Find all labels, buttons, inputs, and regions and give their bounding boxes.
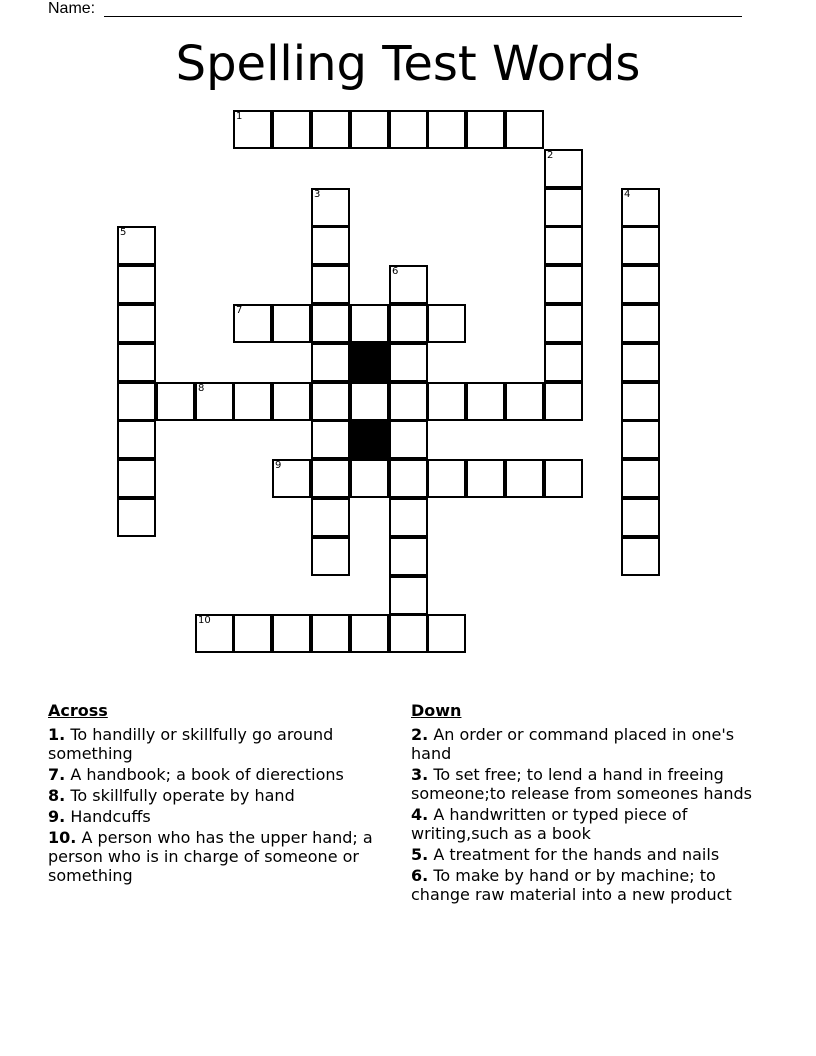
grid-cell[interactable]	[389, 265, 428, 304]
grid-cell[interactable]	[621, 420, 660, 459]
across-clue	[48, 807, 403, 826]
grid-cell[interactable]	[117, 226, 156, 265]
grid-cell[interactable]	[156, 382, 195, 421]
grid-cell[interactable]	[505, 110, 544, 149]
clue-number: 8	[198, 383, 205, 394]
grid-cell[interactable]	[311, 537, 350, 576]
clue-text: To handilly or skillfully go around something	[48, 725, 334, 763]
grid-cell[interactable]	[427, 110, 466, 149]
grid-cell[interactable]	[311, 304, 350, 343]
down-clue-list	[411, 725, 771, 904]
grid-cell[interactable]	[544, 188, 583, 227]
down-clue	[411, 805, 771, 843]
across-clue	[48, 786, 403, 805]
grid-cell[interactable]	[621, 265, 660, 304]
clue-num: 6.	[411, 866, 429, 885]
grid-cell[interactable]	[466, 382, 505, 421]
grid-cell[interactable]	[350, 382, 389, 421]
down-clue	[411, 765, 771, 803]
across-clue-list	[48, 725, 403, 885]
grid-cell[interactable]	[621, 188, 660, 227]
grid-cell[interactable]	[272, 614, 311, 653]
grid-cell[interactable]	[350, 304, 389, 343]
clue-number: 3	[314, 189, 321, 200]
grid-cell[interactable]	[544, 265, 583, 304]
grid-cell[interactable]	[621, 343, 660, 382]
down-heading: Down	[411, 701, 462, 720]
down-clue	[411, 845, 771, 864]
grid-cell[interactable]	[117, 265, 156, 304]
grid-cell[interactable]	[233, 614, 272, 653]
clue-num: 4.	[411, 805, 429, 824]
across-heading: Across	[48, 701, 108, 720]
clue-text: A person who has the upper hand; a person who is in charge of someone or something	[48, 828, 373, 885]
grid-cell[interactable]	[466, 459, 505, 498]
grid-cell[interactable]	[427, 304, 466, 343]
grid-cell[interactable]	[505, 382, 544, 421]
across-clue	[48, 725, 403, 763]
down-clues	[411, 701, 771, 906]
name-label: Name:	[48, 0, 96, 17]
grid-cell[interactable]	[505, 459, 544, 498]
grid-cell[interactable]	[195, 382, 234, 421]
clue-text: A handwritten or typed piece of writing,such as a book	[411, 805, 688, 843]
across-clue	[48, 765, 403, 784]
across-clues	[48, 701, 403, 887]
grid-cell[interactable]	[272, 459, 311, 498]
grid-cell[interactable]	[621, 537, 660, 576]
grid-cell[interactable]	[117, 498, 156, 537]
grid-cell[interactable]	[311, 382, 350, 421]
clue-num: 9.	[48, 807, 66, 826]
grid-cell[interactable]	[544, 459, 583, 498]
grid-cell[interactable]	[195, 614, 234, 653]
clue-num: 5.	[411, 845, 429, 864]
grid-cell[interactable]	[117, 304, 156, 343]
down-clue	[411, 866, 771, 904]
grid-cell[interactable]	[117, 420, 156, 459]
grid-cell[interactable]	[117, 459, 156, 498]
clue-text: To make by hand or by machine; to change raw material into a new product	[411, 866, 732, 904]
grid-cell[interactable]	[389, 382, 428, 421]
clue-text: An order or command placed in one's hand	[411, 725, 735, 763]
clue-number: 9	[275, 460, 282, 471]
clue-num: 8.	[48, 786, 66, 805]
grid-cell[interactable]	[311, 498, 350, 537]
clue-number: 2	[547, 150, 554, 161]
grid-cell[interactable]	[544, 226, 583, 265]
black-square	[350, 343, 389, 382]
grid-cell[interactable]	[311, 420, 350, 459]
clue-num: 2.	[411, 725, 429, 744]
grid-cell[interactable]	[621, 304, 660, 343]
grid-cell[interactable]	[389, 343, 428, 382]
clue-number: 10	[198, 615, 211, 626]
grid-cell[interactable]	[544, 304, 583, 343]
grid-cell[interactable]	[389, 110, 428, 149]
grid-cell[interactable]	[389, 498, 428, 537]
clue-text: A treatment for the hands and nails	[433, 845, 720, 864]
clue-text: Handcuffs	[70, 807, 151, 826]
grid-cell[interactable]	[233, 110, 272, 149]
grid-cell[interactable]	[389, 537, 428, 576]
grid-cell[interactable]	[311, 614, 350, 653]
grid-cell[interactable]	[389, 304, 428, 343]
grid-cell[interactable]	[389, 614, 428, 653]
grid-cell[interactable]	[350, 614, 389, 653]
clue-number: 7	[236, 305, 243, 316]
clue-text: A handbook; a book of dierections	[70, 765, 344, 784]
grid-cell[interactable]	[311, 110, 350, 149]
grid-cell[interactable]	[427, 614, 466, 653]
grid-cell[interactable]	[544, 382, 583, 421]
clue-number: 1	[236, 111, 243, 122]
grid-cell[interactable]	[621, 226, 660, 265]
clue-number: 5	[120, 227, 127, 238]
clue-number: 4	[624, 189, 631, 200]
clue-num: 3.	[411, 765, 429, 784]
grid-cell[interactable]	[272, 304, 311, 343]
grid-cell[interactable]	[389, 576, 428, 615]
grid-cell[interactable]	[272, 110, 311, 149]
grid-cell[interactable]	[621, 459, 660, 498]
clue-number: 6	[392, 266, 399, 277]
clue-text: To set free; to lend a hand in freeing someone;to release from someones hands	[411, 765, 752, 803]
grid-cell[interactable]	[389, 459, 428, 498]
across-clue	[48, 828, 403, 885]
grid-cell[interactable]	[389, 420, 428, 459]
grid-cell[interactable]	[311, 265, 350, 304]
page-title: Spelling Test Words	[175, 36, 641, 92]
grid-cell[interactable]	[621, 498, 660, 537]
grid-cell[interactable]	[233, 382, 272, 421]
grid-cell[interactable]	[117, 343, 156, 382]
black-square	[350, 420, 389, 459]
grid-cell[interactable]	[466, 110, 505, 149]
down-clue	[411, 725, 771, 763]
grid-cell[interactable]	[427, 459, 466, 498]
grid-cell[interactable]	[311, 226, 350, 265]
grid-cell[interactable]	[350, 110, 389, 149]
grid-cell[interactable]	[117, 382, 156, 421]
clue-num: 10.	[48, 828, 77, 847]
grid-cell[interactable]	[272, 382, 311, 421]
grid-cell[interactable]	[350, 459, 389, 498]
clue-num: 7.	[48, 765, 66, 784]
clue-text: To skillfully operate by hand	[70, 786, 295, 805]
clue-num: 1.	[48, 725, 66, 744]
grid-cell[interactable]	[311, 343, 350, 382]
grid-cell[interactable]	[621, 382, 660, 421]
grid-cell[interactable]	[311, 459, 350, 498]
grid-cell[interactable]	[427, 382, 466, 421]
grid-cell[interactable]	[233, 304, 272, 343]
grid-cell[interactable]	[544, 343, 583, 382]
grid-cell[interactable]	[311, 188, 350, 227]
grid-cell[interactable]	[544, 149, 583, 188]
